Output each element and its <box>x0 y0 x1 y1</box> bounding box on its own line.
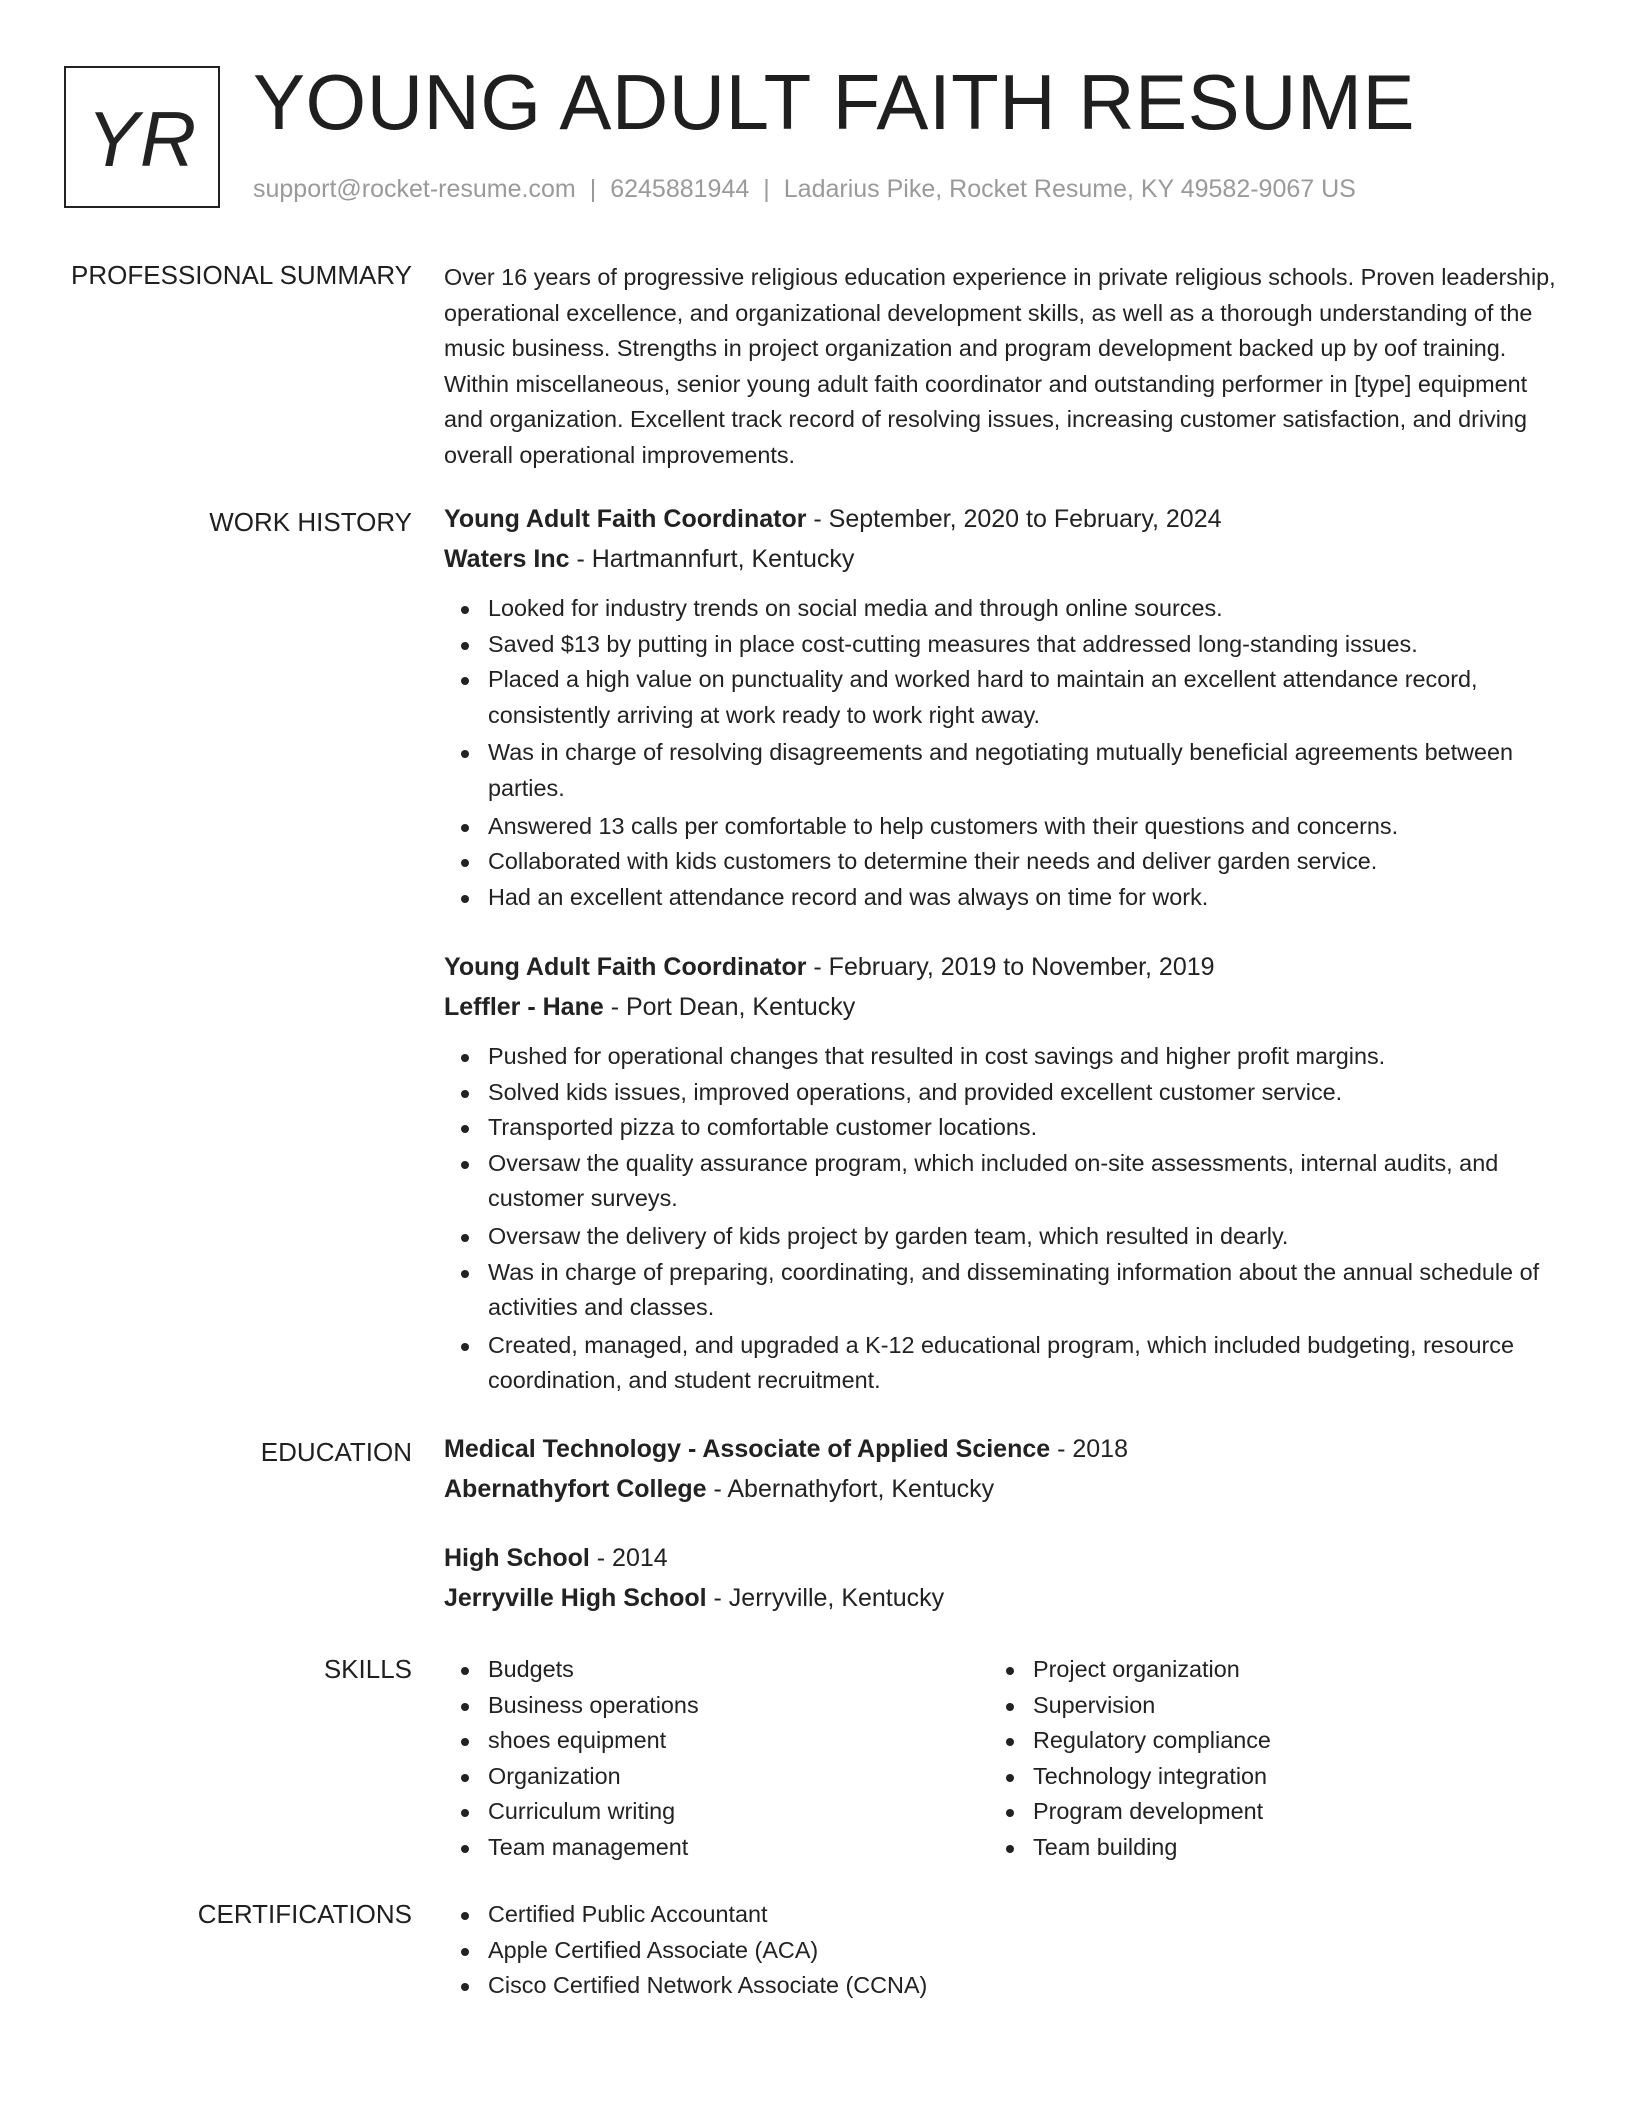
education-school-line <box>444 1578 1556 1618</box>
job-location: - Port Dean, Kentucky <box>603 993 856 1021</box>
monogram-initials: YR <box>86 95 198 183</box>
summary-text: Over 16 years of progressive religious education experience in private religious schools. Proven leadership, operational excellence, and organizational development skills, as well as a thorough understanding of the music business. Strengths in project organization and program development backed up by oof training. Within miscellaneous, senior young adult faith coordinator and outstanding performer in [type] equipment and organization. Excellent track record of resolving issues, increasing customer satisfaction, and driving overall operational improvements. <box>444 264 1556 468</box>
education-year: - 2018 <box>1050 1435 1128 1463</box>
monogram-badge <box>64 66 220 208</box>
list-item: Oversaw the delivery of kids project by garden team, which resulted in dearly. <box>444 1219 1556 1255</box>
certifications-list <box>444 1897 1556 2004</box>
education-school-line <box>444 1469 1556 1509</box>
skill-item: Business operations <box>444 1688 964 1724</box>
list-item: Pushed for operational changes that resulted in cost savings and higher profit margins. <box>444 1039 1556 1075</box>
education-degree: Medical Technology - Associate of Applied Science <box>444 1435 1051 1463</box>
job-entry <box>444 947 1556 1399</box>
list-item: Solved kids issues, improved operations, and provided excellent customer service. <box>444 1075 1556 1111</box>
job-role: Young Adult Faith Coordinator <box>444 953 807 981</box>
section-title-summary: PROFESSIONAL SUMMARY <box>71 260 412 290</box>
certification-item: Apple Certified Associate (ACA) <box>444 1933 1556 1969</box>
job-company: Waters Inc <box>444 545 570 573</box>
list-item: Answered 13 calls per comfortable to help customers with their questions and concerns. <box>444 809 1556 845</box>
education-entry <box>444 1429 1556 1509</box>
list-item: Transported pizza to comfortable customer locations. <box>444 1110 1556 1146</box>
education-school: Abernathyfort College <box>444 1475 707 1503</box>
list-item: Placed a high value on punctuality and worked hard to maintain an excellent attendance record, consistently arriving at work ready to work right away. <box>444 662 1556 733</box>
skill-item: Program development <box>989 1794 1509 1830</box>
job-entry <box>444 499 1556 915</box>
job-bullets <box>444 591 1556 915</box>
job-company-line <box>444 987 1556 1027</box>
skills-column-right <box>989 1652 1509 1866</box>
skills-list <box>444 1652 964 1866</box>
section-title-certifications: CERTIFICATIONS <box>197 1899 412 1929</box>
skill-item: Team building <box>989 1830 1509 1866</box>
skills-list <box>989 1652 1509 1866</box>
education-location: - Jerryville, Kentucky <box>706 1584 945 1612</box>
resume-title: YOUNG ADULT FAITH RESUME <box>253 58 1415 146</box>
skill-item: Organization <box>444 1759 964 1795</box>
certification-item: Certified Public Accountant <box>444 1897 1556 1933</box>
section-title-work-history: WORK HISTORY <box>209 507 412 537</box>
contact-email: support@rocket-resume.com <box>253 175 576 203</box>
certification-item: Cisco Certified Network Associate (CCNA) <box>444 1968 1556 2004</box>
education-degree-line <box>444 1429 1556 1469</box>
skill-item: Budgets <box>444 1652 964 1688</box>
list-item: Looked for industry trends on social media and through online sources. <box>444 591 1556 627</box>
section-title-skills: SKILLS <box>323 1654 412 1684</box>
job-title-line <box>444 947 1556 987</box>
list-item: Was in charge of preparing, coordinating, and disseminating information about the annual schedule of activities and classes. <box>444 1255 1556 1326</box>
education-entry <box>444 1538 1556 1618</box>
job-bullets <box>444 1039 1556 1399</box>
job-role: Young Adult Faith Coordinator <box>444 505 807 533</box>
list-item: Collaborated with kids customers to determine their needs and deliver garden service. <box>444 844 1556 880</box>
list-item: Was in charge of resolving disagreements and negotiating mutually beneficial agreements between parties. <box>444 735 1556 806</box>
contact-phone: 6245881944 <box>610 175 750 203</box>
contact-address: Ladarius Pike, Rocket Resume, KY 49582-9067 US <box>783 175 1356 203</box>
skill-item: Technology integration <box>989 1759 1509 1795</box>
list-item: Created, managed, and upgraded a K-12 educational program, which included budgeting, resource coordination, and student recruitment. <box>444 1328 1556 1399</box>
skill-item: Curriculum writing <box>444 1794 964 1830</box>
job-company: Leffler - Hane <box>444 993 604 1021</box>
list-item: Oversaw the quality assurance program, which included on-site assessments, internal audits, and customer surveys. <box>444 1146 1556 1217</box>
education-location: - Abernathyfort, Kentucky <box>706 1475 995 1503</box>
education-school: Jerryville High School <box>444 1584 707 1612</box>
list-item: Had an excellent attendance record and was always on time for work. <box>444 880 1556 916</box>
skill-item: shoes equipment <box>444 1723 964 1759</box>
skill-item: Team management <box>444 1830 964 1866</box>
job-location: - Hartmannfurt, Kentucky <box>569 545 855 573</box>
job-company-line <box>444 539 1556 579</box>
education-year: - 2014 <box>589 1544 668 1572</box>
skills-column-left <box>444 1652 964 1866</box>
section-title-education: EDUCATION <box>260 1437 412 1467</box>
contact-line <box>253 174 1356 204</box>
contact-separator: | <box>589 175 597 203</box>
job-dates: - September, 2020 to February, 2024 <box>806 505 1222 533</box>
education-degree: High School <box>444 1544 590 1572</box>
education-degree-line <box>444 1538 1556 1578</box>
skill-item: Project organization <box>989 1652 1509 1688</box>
list-item: Saved $13 by putting in place cost-cutting measures that addressed long-standing issues. <box>444 627 1556 663</box>
skill-item: Regulatory compliance <box>989 1723 1509 1759</box>
skill-item: Supervision <box>989 1688 1509 1724</box>
job-dates: - February, 2019 to November, 2019 <box>806 953 1215 981</box>
contact-separator: | <box>763 175 770 203</box>
job-title-line <box>444 499 1556 539</box>
